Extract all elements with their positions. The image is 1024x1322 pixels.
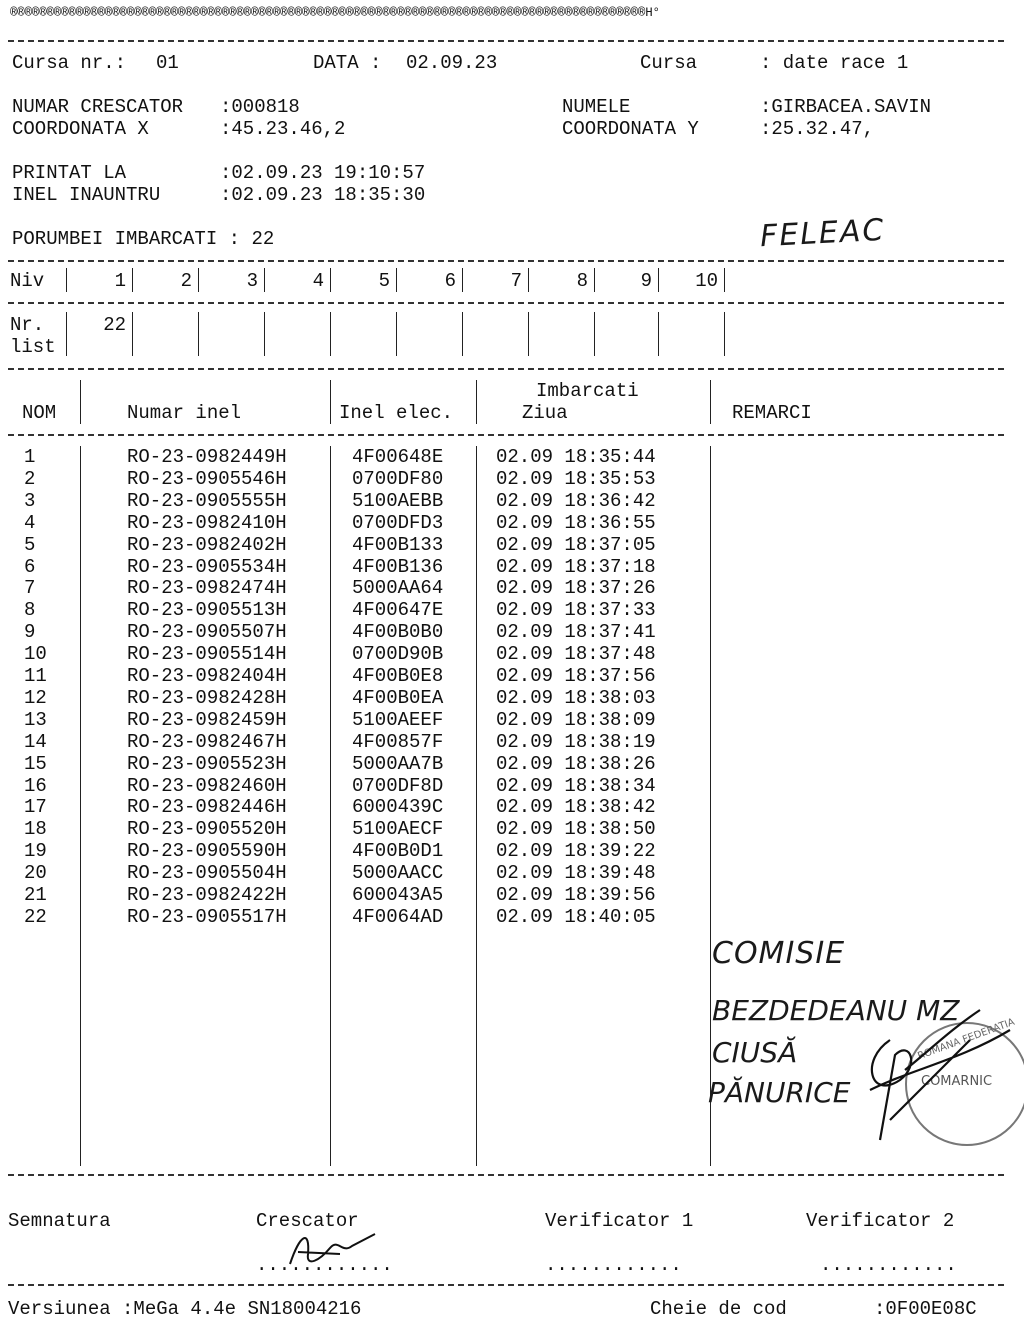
- verificator-2-label: Verificator 2: [806, 1210, 955, 1232]
- list-divider-8: [594, 312, 595, 356]
- row-electronic-ring: 5100AECF: [352, 818, 444, 841]
- row-ring-number: RO-23-0905504H: [127, 862, 287, 885]
- row-nom: 10: [24, 643, 47, 666]
- row-day-time: 02.09 18:38:09: [496, 708, 656, 731]
- table-row: [0, 906, 1024, 928]
- list-divider-4: [330, 312, 331, 356]
- row-ring-number: RO-23-0982410H: [127, 511, 287, 534]
- row-nom: 15: [24, 752, 47, 775]
- row-ring-number: RO-23-0982459H: [127, 708, 287, 731]
- inel-inauntru-value: :02.09.23 18:35:30: [220, 184, 426, 206]
- table-row: [0, 796, 1024, 818]
- cursa-nr-label: Cursa nr.:: [12, 52, 127, 74]
- row-ring-number: RO-23-0905590H: [127, 840, 287, 863]
- row-electronic-ring: 5000AACC: [352, 862, 444, 885]
- row-day-time: 02.09 18:40:05: [496, 905, 656, 928]
- niv-divider-1: [132, 268, 133, 292]
- niv-divider-10: [724, 268, 725, 292]
- row-nom: 22: [24, 905, 47, 928]
- row-day-time: 02.09 18:39:22: [496, 840, 656, 863]
- row-day-time: 02.09 18:39:56: [496, 884, 656, 906]
- registration-marks: ®®®®®®®®®®®®®®®®®®®®®®®®®®®®®®®®®®®®®®®®®®®®®®®®®®®®®®®®®®®®®®®®®®®®®®®®®®®®®®®®®®®®®®®H°: [10, 6, 660, 20]
- handwritten-name-2: CIUSĂ: [712, 1036, 798, 1069]
- row-electronic-ring: 5000AA64: [352, 577, 444, 600]
- row-electronic-ring: 6000439C: [352, 796, 444, 819]
- row-electronic-ring: 600043A5: [352, 884, 444, 906]
- row-ring-number: RO-23-0982404H: [127, 665, 287, 687]
- row-day-time: 02.09 18:38:26: [496, 752, 656, 775]
- verificator-1-label: Verificator 1: [545, 1210, 694, 1232]
- col-header-imbarcati: Imbarcati: [536, 380, 639, 402]
- table-row: [0, 534, 1024, 556]
- niv-divider-6: [462, 268, 463, 292]
- row-electronic-ring: 4F0064AD: [352, 905, 444, 928]
- col-header-ziua: Ziua: [522, 402, 568, 424]
- table-row: [0, 556, 1024, 578]
- table-row: [0, 840, 1024, 862]
- handwritten-name-3: PĂNURICE: [708, 1076, 851, 1109]
- table-row: [0, 731, 1024, 753]
- stamp-center-text: COMARNIC: [921, 1074, 993, 1089]
- row-electronic-ring: 5000AA7B: [352, 752, 444, 775]
- row-day-time: 02.09 18:37:05: [496, 533, 656, 556]
- row-ring-number: RO-23-0905523H: [127, 752, 287, 775]
- row-electronic-ring: 4F00B0D1: [352, 840, 444, 863]
- niv-level-4: 4: [312, 270, 324, 292]
- cursa-value: : date race 1: [760, 52, 909, 74]
- row-nom: 16: [24, 774, 47, 797]
- niv-level-7: 7: [510, 270, 522, 292]
- table-row: [0, 577, 1024, 599]
- niv-divider-4: [330, 268, 331, 292]
- list-divider-5: [396, 312, 397, 356]
- crescator-value: :000818: [220, 96, 300, 118]
- verificator-2-dots: ............: [820, 1254, 957, 1276]
- niv-divider-8: [594, 268, 595, 292]
- cursa-label: Cursa: [640, 52, 698, 74]
- row-day-time: 02.09 18:35:44: [496, 446, 656, 468]
- nr-list-value-1: 22: [103, 314, 126, 336]
- row-nom: 2: [24, 467, 36, 490]
- row-day-time: 02.09 18:35:53: [496, 467, 656, 490]
- verificator-1-dots: ............: [545, 1254, 682, 1276]
- niv-level-10: 10: [695, 270, 718, 292]
- row-day-time: 02.09 18:37:33: [496, 599, 656, 622]
- row-nom: 8: [24, 599, 36, 622]
- table-row: [0, 753, 1024, 775]
- row-day-time: 02.09 18:37:56: [496, 665, 656, 687]
- handwritten-location: FELEAC: [759, 212, 887, 255]
- col-header-nom: NOM: [22, 402, 57, 424]
- table-row: [0, 665, 1024, 687]
- row-electronic-ring: 0700DFD3: [352, 511, 444, 534]
- niv-divider-2: [198, 268, 199, 292]
- row-nom: 14: [24, 730, 47, 753]
- row-nom: 5: [24, 533, 36, 556]
- table-row: [0, 775, 1024, 797]
- niv-divider-5: [396, 268, 397, 292]
- row-nom: 21: [24, 884, 47, 906]
- table-row: [0, 884, 1024, 906]
- niv-label: Niv: [10, 270, 45, 292]
- row-ring-number: RO-23-0982446H: [127, 796, 287, 819]
- row-nom: 12: [24, 686, 47, 709]
- row-ring-number: RO-23-0905514H: [127, 643, 287, 666]
- niv-divider-3: [264, 268, 265, 292]
- row-day-time: 02.09 18:37:41: [496, 621, 656, 644]
- version-info: Versiunea :MeGa 4.4e SN18004216: [8, 1298, 362, 1320]
- row-day-time: 02.09 18:38:42: [496, 796, 656, 819]
- divider-niv-top: [8, 260, 1004, 262]
- row-nom: 9: [24, 621, 36, 644]
- stamp-ring-text: ROMANA FEDERATIA: [916, 1016, 1017, 1063]
- row-electronic-ring: 4F00B0B0: [352, 621, 444, 644]
- table-row: [0, 709, 1024, 731]
- row-ring-number: RO-23-0982467H: [127, 730, 287, 753]
- row-ring-number: RO-23-0905520H: [127, 818, 287, 841]
- row-electronic-ring: 4F00B0EA: [352, 686, 444, 709]
- cheie-value: :0F00E08C: [874, 1298, 977, 1320]
- row-ring-number: RO-23-0905534H: [127, 555, 287, 578]
- row-electronic-ring: 4F00B133: [352, 533, 444, 556]
- table-row: [0, 490, 1024, 512]
- divider-table-header: [8, 434, 1004, 436]
- table-row: [0, 512, 1024, 534]
- row-ring-number: RO-23-0982422H: [127, 884, 287, 906]
- crescator-sign-label: Crescator: [256, 1210, 359, 1232]
- row-nom: 18: [24, 818, 47, 841]
- handwritten-name-1: BEZDEDEANU MZ: [712, 994, 960, 1027]
- numele-value: :GIRBACEA.SAVIN: [760, 96, 932, 118]
- crescator-label: NUMAR CRESCATOR: [12, 96, 184, 118]
- table-row: [0, 818, 1024, 840]
- row-day-time: 02.09 18:38:03: [496, 686, 656, 709]
- row-nom: 4: [24, 511, 36, 534]
- table-row: [0, 468, 1024, 490]
- table-row: [0, 446, 1024, 468]
- divider-footer: [8, 1284, 1004, 1286]
- printat-value: :02.09.23 19:10:57: [220, 162, 426, 184]
- row-ring-number: RO-23-0905546H: [127, 467, 287, 490]
- row-ring-number: RO-23-0982428H: [127, 686, 287, 709]
- niv-level-1: 1: [114, 270, 126, 292]
- row-electronic-ring: 4F00B0E8: [352, 665, 444, 687]
- list-divider-9: [658, 312, 659, 356]
- nr-list-label-1: Nr.: [10, 314, 45, 336]
- divider-top: [8, 40, 1004, 42]
- coord-x-label: COORDONATA X: [12, 118, 149, 140]
- niv-level-8: 8: [576, 270, 588, 292]
- row-day-time: 02.09 18:37:26: [496, 577, 656, 600]
- row-nom: 3: [24, 489, 36, 512]
- row-day-time: 02.09 18:36:42: [496, 489, 656, 512]
- numele-label: NUMELE: [562, 96, 631, 118]
- list-divider-2: [198, 312, 199, 356]
- row-electronic-ring: 5100AEEF: [352, 708, 444, 731]
- row-day-time: 02.09 18:38:50: [496, 818, 656, 841]
- porumbei-imbarcati: PORUMBEI IMBARCATI : 22: [12, 228, 275, 250]
- row-electronic-ring: 0700D90B: [352, 643, 444, 666]
- divider-signatures-top: [8, 1174, 1004, 1176]
- col-header-remarci: REMARCI: [732, 402, 812, 424]
- row-electronic-ring: 4F00648E: [352, 446, 444, 468]
- table-row: [0, 687, 1024, 709]
- row-ring-number: RO-23-0905555H: [127, 489, 287, 512]
- row-day-time: 02.09 18:38:19: [496, 730, 656, 753]
- niv-level-9: 9: [640, 270, 652, 292]
- row-ring-number: RO-23-0982402H: [127, 533, 287, 556]
- coord-y-label: COORDONATA Y: [562, 118, 699, 140]
- handwritten-comisie: COMISIE: [712, 936, 846, 971]
- list-divider-7: [528, 312, 529, 356]
- crescator-sign-dots: ............: [256, 1254, 393, 1276]
- row-ring-number: RO-23-0982474H: [127, 577, 287, 600]
- divider-niv-bottom: [8, 368, 1004, 370]
- col-header-inel: Numar inel: [127, 402, 242, 424]
- row-electronic-ring: 0700DF80: [352, 467, 444, 490]
- row-nom: 6: [24, 555, 36, 578]
- row-electronic-ring: 0700DF8D: [352, 774, 444, 797]
- col-divider-2: [330, 380, 331, 424]
- semnatura-label: Semnatura: [8, 1210, 111, 1232]
- nr-list-label-2: list: [10, 336, 56, 358]
- row-day-time: 02.09 18:36:55: [496, 511, 656, 534]
- row-ring-number: RO-23-0982449H: [127, 446, 287, 468]
- list-divider-1: [132, 312, 133, 356]
- row-ring-number: RO-23-0982460H: [127, 774, 287, 797]
- row-nom: 17: [24, 796, 47, 819]
- list-divider-3: [264, 312, 265, 356]
- niv-divider-0: [66, 268, 67, 292]
- commission-signature-icon: [850, 1000, 1020, 1150]
- inel-inauntru-label: INEL INAUNTRU: [12, 184, 161, 206]
- col-header-elec: Inel elec.: [339, 402, 454, 424]
- cheie-label: Cheie de cod: [650, 1298, 787, 1320]
- row-day-time: 02.09 18:37:48: [496, 643, 656, 666]
- data-label: DATA :: [313, 52, 382, 74]
- niv-level-3: 3: [246, 270, 258, 292]
- row-ring-number: RO-23-0905517H: [127, 905, 287, 928]
- list-divider-0: [66, 312, 67, 356]
- col-divider-1: [80, 380, 81, 424]
- niv-level-5: 5: [378, 270, 390, 292]
- row-nom: 19: [24, 840, 47, 863]
- niv-divider-9: [658, 268, 659, 292]
- printat-label: PRINTAT LA: [12, 162, 127, 184]
- crescator-signature-icon: [280, 1224, 380, 1272]
- row-electronic-ring: 5100AEBB: [352, 489, 444, 512]
- row-nom: 13: [24, 708, 47, 731]
- coord-x-value: :45.23.46,2: [220, 118, 346, 140]
- row-nom: 11: [24, 665, 47, 687]
- row-nom: 7: [24, 577, 36, 600]
- cursa-nr-value: 01: [156, 52, 179, 74]
- col-divider-4: [710, 380, 711, 424]
- row-nom: 20: [24, 862, 47, 885]
- row-ring-number: RO-23-0905513H: [127, 599, 287, 622]
- table-row: [0, 862, 1024, 884]
- niv-level-2: 2: [180, 270, 192, 292]
- row-day-time: 02.09 18:39:48: [496, 862, 656, 885]
- table-row: [0, 599, 1024, 621]
- col-divider-3: [476, 380, 477, 424]
- divider-niv-mid: [8, 302, 1004, 304]
- row-nom: 1: [24, 446, 36, 468]
- coord-y-value: :25.32.47,: [760, 118, 875, 140]
- data-value: 02.09.23: [406, 52, 498, 74]
- row-day-time: 02.09 18:38:34: [496, 774, 656, 797]
- table-row: [0, 643, 1024, 665]
- row-electronic-ring: 4F00857F: [352, 730, 444, 753]
- list-divider-10: [724, 312, 725, 356]
- list-divider-6: [462, 312, 463, 356]
- row-day-time: 02.09 18:37:18: [496, 555, 656, 578]
- niv-level-6: 6: [444, 270, 456, 292]
- row-electronic-ring: 4F00647E: [352, 599, 444, 622]
- table-row: [0, 621, 1024, 643]
- row-electronic-ring: 4F00B136: [352, 555, 444, 578]
- niv-divider-7: [528, 268, 529, 292]
- row-ring-number: RO-23-0905507H: [127, 621, 287, 644]
